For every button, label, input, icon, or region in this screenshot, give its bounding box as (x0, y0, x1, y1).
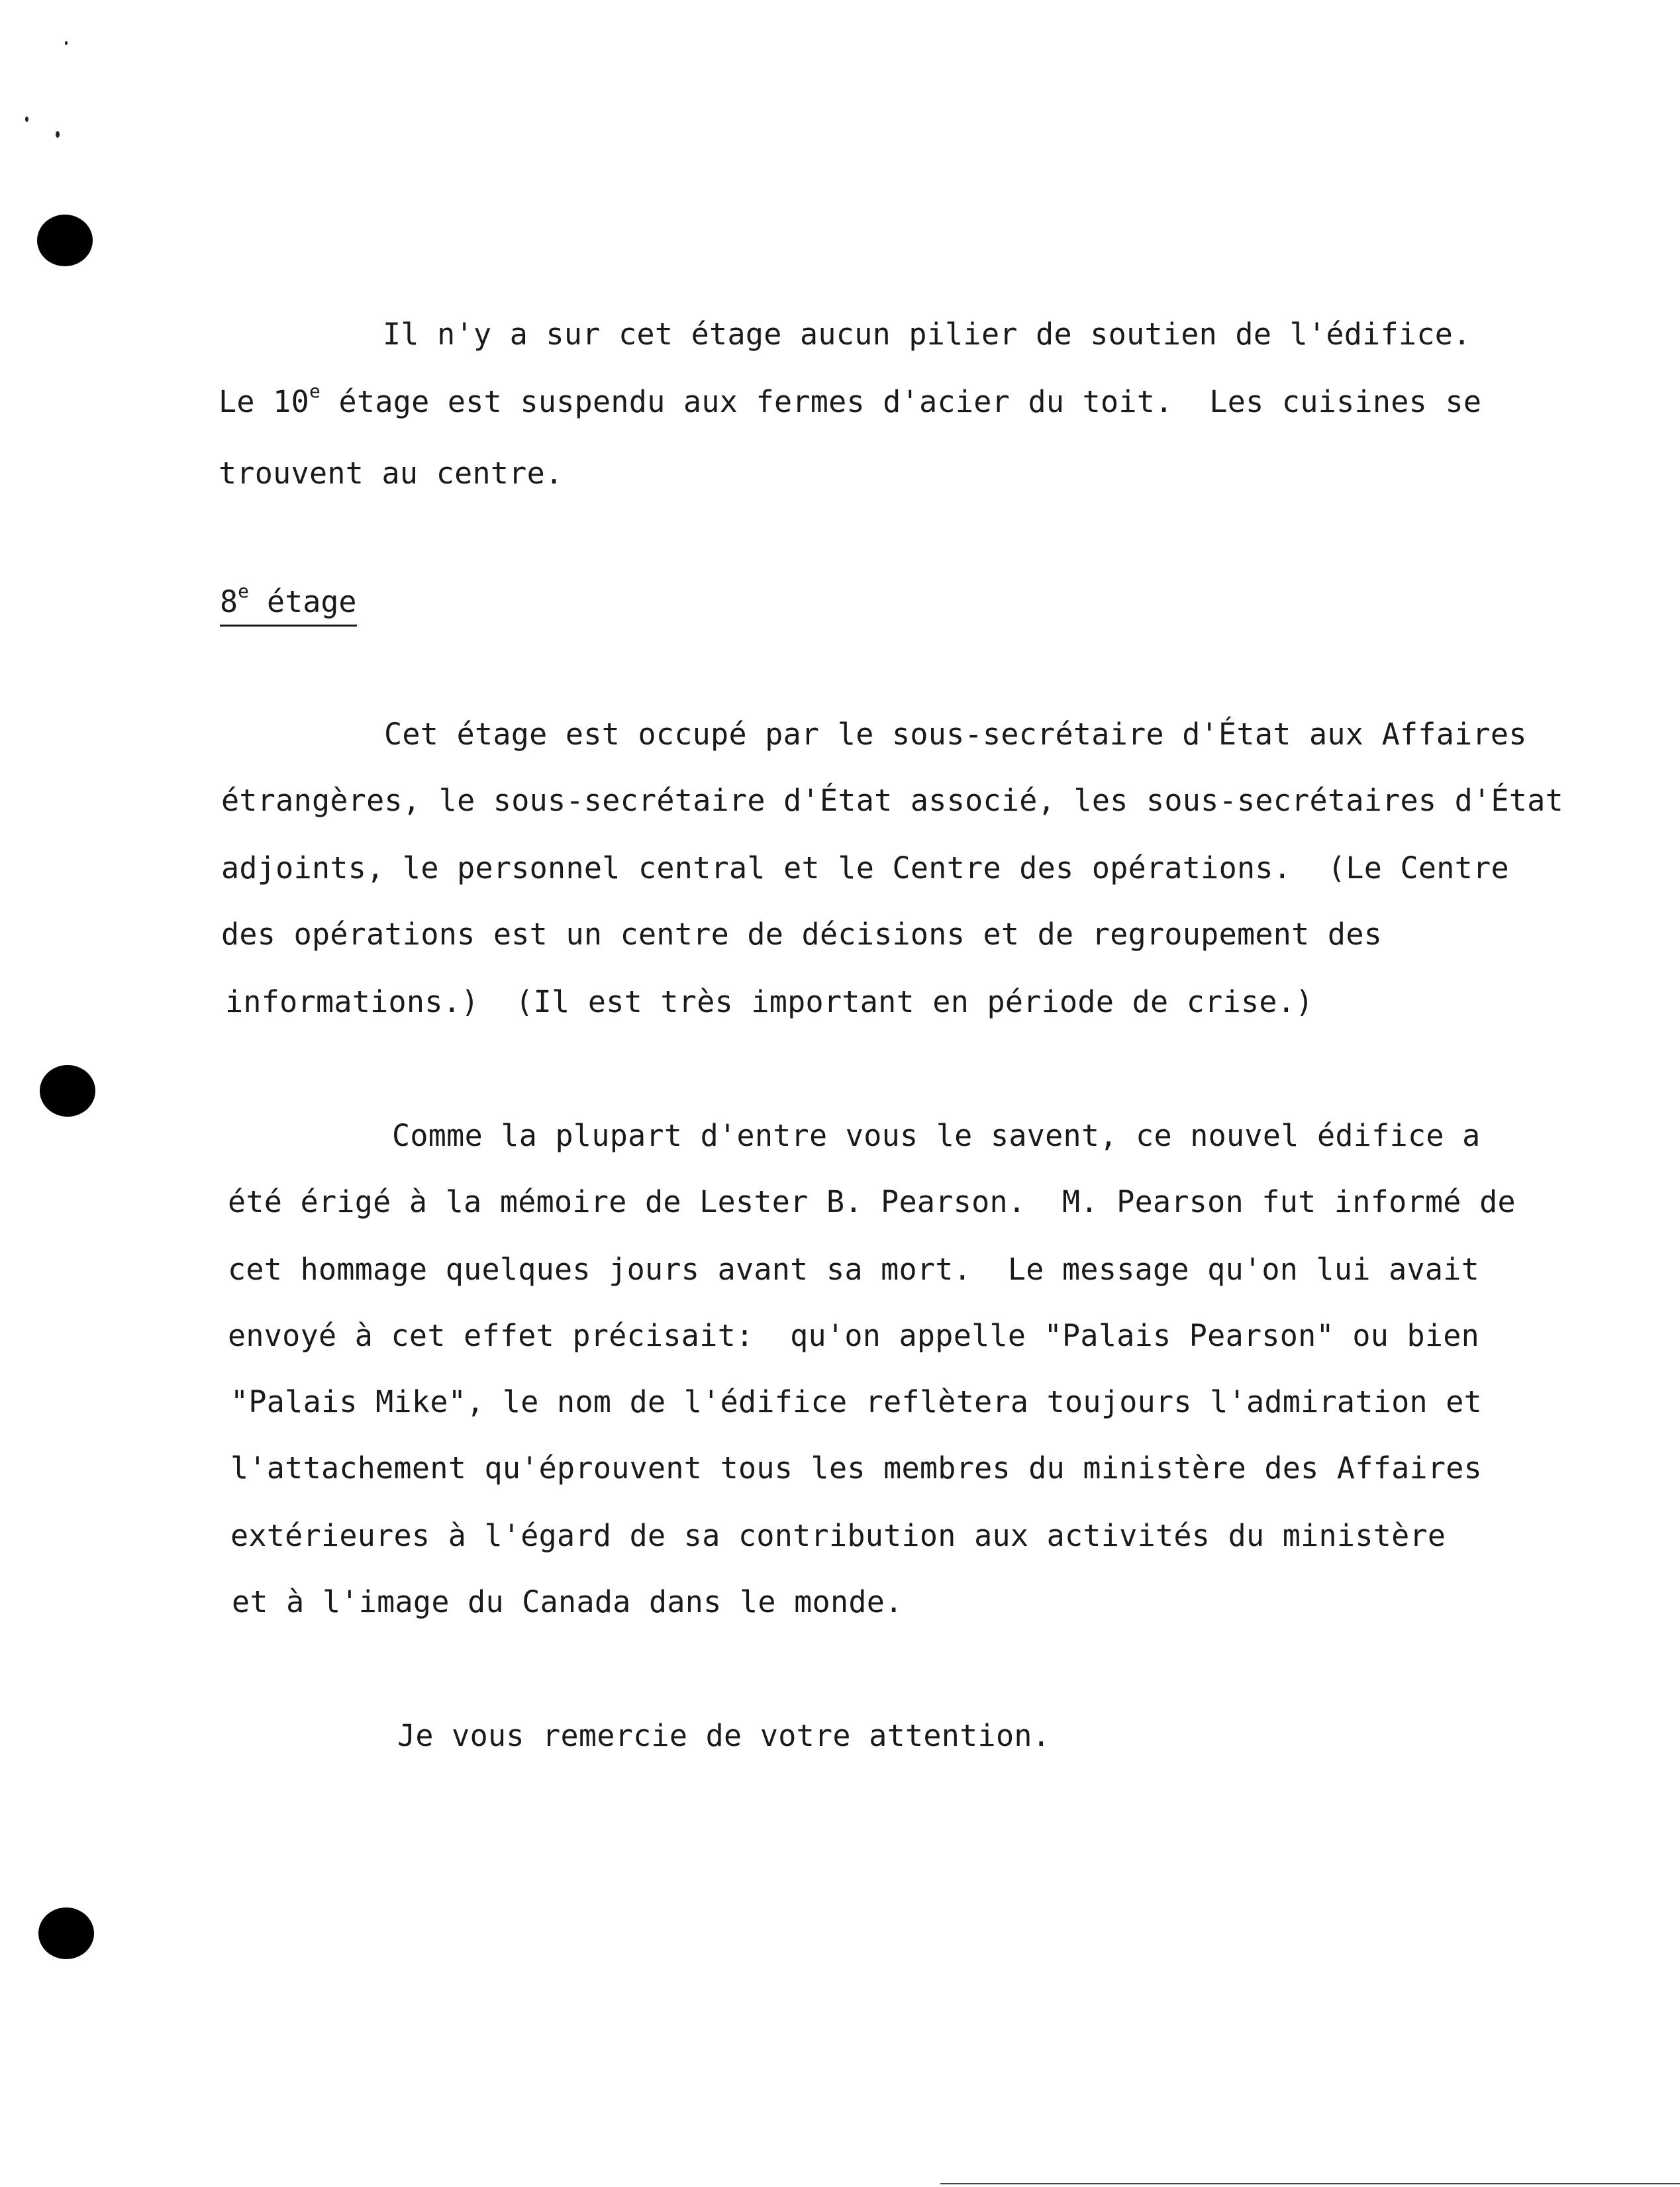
paragraph-3-line: Comme la plupart d'entre vous le savent, ce nouvel édifice a (392, 1118, 1481, 1153)
paragraph-3-line: "Palais Mike", le nom de l'édifice reflètera toujours l'admiration et (230, 1384, 1483, 1419)
paragraph-2-line: des opérations est un centre de décisions et de regroupement des (221, 917, 1383, 952)
paragraph-1-line-3: trouvent au centre. (219, 456, 564, 491)
paragraph-3-line: et à l'image du Canada dans le monde. (232, 1584, 903, 1619)
paragraph-3-line: été érigé à la mémoire de Lester B. Pearson. M. Pearson fut informé de (228, 1184, 1516, 1219)
paragraph-3-line: envoyé à cet effet précisait: qu'on appelle "Palais Pearson" ou bien (228, 1318, 1480, 1353)
punch-hole (37, 215, 93, 266)
paragraph-2-line: Cet étage est occupé par le sous-secrétaire d'État aux Affaires (384, 717, 1527, 752)
punch-hole (38, 1907, 94, 1959)
scan-edge-line (940, 2183, 1680, 2184)
paragraph-1-line-1: Il n'y a sur cet étage aucun pilier de soutien de l'édifice. (383, 317, 1471, 352)
superscript: e (238, 580, 249, 602)
scan-speck (25, 117, 28, 122)
punch-hole (40, 1065, 95, 1117)
paragraph-2-line: étrangères, le sous-secrétaire d'État associé, les sous-secrétaires d'État (221, 783, 1564, 818)
paragraph-3-line: extérieures à l'égard de sa contribution aux activités du ministère (230, 1518, 1446, 1553)
paragraph-3-line: l'attachement qu'éprouvent tous les membres du ministère des Affaires (230, 1450, 1483, 1486)
closing-line: Je vous remercie de votre attention. (397, 1718, 1051, 1753)
scan-speck (56, 131, 60, 138)
section-heading: 8e étage (220, 587, 357, 627)
paragraph-1-line-2: Le 10e étage est suspendu aux fermes d'acier du toit. Les cuisines se (219, 380, 1482, 419)
paragraph-2-line: adjoints, le personnel central et le Centre des opérations. (Le Centre (221, 850, 1509, 886)
superscript: e (309, 380, 321, 402)
paragraph-3-line: cet hommage quelques jours avant sa mort. Le message qu'on lui avait (228, 1252, 1480, 1287)
scan-speck (65, 41, 68, 45)
paragraph-2-line: informations.) (Il est très important en période de crise.) (225, 984, 1314, 1019)
